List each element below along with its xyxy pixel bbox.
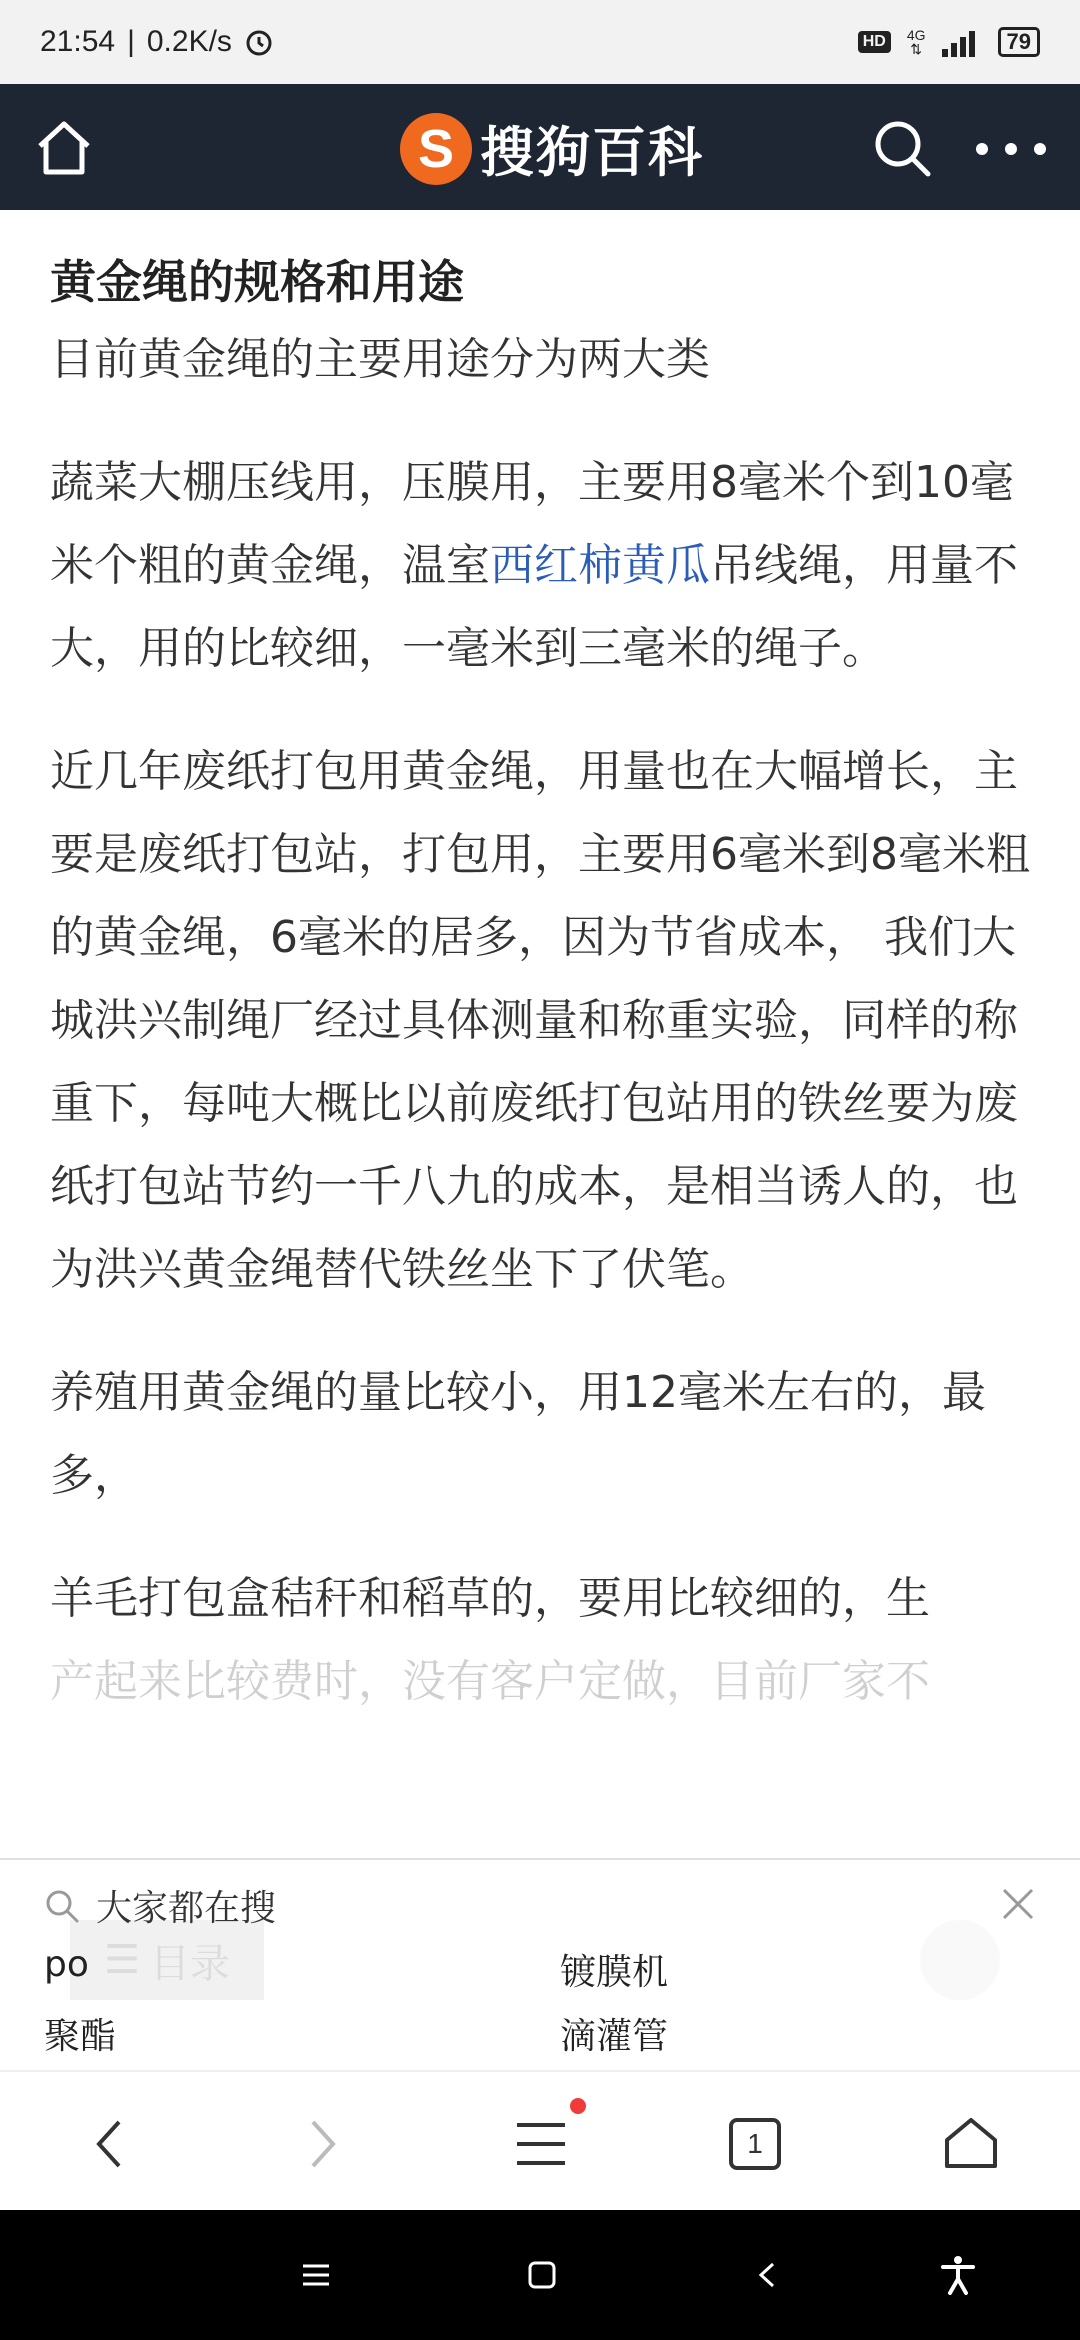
- paragraph-wastepaper: 近几年废纸打包用黄金绳，用量也在大幅增长，主要是废纸打包站，打包用，主要用6毫米到8毫米粗的黄金绳，6毫米的居多，因为节省成本， 我们大城洪兴制绳厂经过具体测量和称重实验，同样的称重下，每吨大概比以前废纸打包站用的铁丝要为废纸打包站节约一千八九的成本，是相当诱人的，也为洪兴黄金绳替代铁丝坐下了伏笔。: [50, 746, 1030, 1295]
- hd-badge: HD: [858, 31, 891, 53]
- section-title: 黄金绳的规格和用途: [50, 255, 464, 309]
- menu-icon: [513, 2119, 569, 2169]
- article-content: [0, 210, 1080, 1723]
- notification-dot: [570, 2098, 586, 2114]
- close-button[interactable]: [998, 1884, 1038, 1924]
- system-home-button[interactable]: [522, 2255, 562, 2295]
- chevron-left-icon: [753, 2260, 783, 2290]
- status-time: 21:54: [40, 25, 116, 58]
- logo-text: 搜狗百科: [480, 121, 704, 184]
- home-button[interactable]: [32, 116, 96, 180]
- alarm-icon: [244, 27, 274, 57]
- square-icon: [527, 2260, 557, 2290]
- chevron-right-icon: [303, 2114, 343, 2174]
- accessibility-button[interactable]: [938, 2255, 978, 2295]
- back-button[interactable]: [74, 2112, 144, 2176]
- suggestion-item[interactable]: 滴灌管: [560, 2016, 669, 2057]
- search-icon: [44, 1888, 80, 1924]
- suggestion-item[interactable]: 镀膜机: [560, 1952, 669, 1993]
- suggestion-item[interactable]: po: [44, 1944, 89, 1985]
- more-dots-icon: [1005, 143, 1017, 155]
- tabs-icon: 1: [729, 2118, 781, 2170]
- browser-bottom-nav: [0, 2070, 1080, 2210]
- tabs-button[interactable]: [720, 2112, 790, 2176]
- sogou-baike-logo[interactable]: [400, 110, 704, 187]
- forward-button[interactable]: [288, 2112, 358, 2176]
- signal-icon: [942, 27, 982, 57]
- paragraph-greenhouse: [50, 441, 1030, 690]
- menu-button[interactable]: [506, 2112, 576, 2176]
- search-icon: [870, 116, 934, 180]
- close-icon: [998, 1884, 1038, 1924]
- logo-mark: S: [400, 113, 472, 185]
- search-button[interactable]: [870, 116, 934, 180]
- paragraph-text: 蔬菜大棚压线用，压膜用，主要用8毫米个到10毫米个粗的黄金绳，温室: [50, 457, 1014, 591]
- home-nav-button[interactable]: [936, 2112, 1006, 2176]
- status-right: [858, 27, 1040, 57]
- status-bar: [0, 0, 1080, 84]
- data-arrows-icon: ⇅: [910, 41, 923, 57]
- trending-search-panel: [0, 1858, 1080, 2070]
- chevron-left-icon: [89, 2114, 129, 2174]
- accessibility-icon: [940, 2255, 976, 2295]
- system-nav-bar: [0, 2210, 1080, 2340]
- system-back-button[interactable]: [748, 2255, 788, 2295]
- trending-heading: [44, 1880, 276, 1931]
- section-subtitle: 目前黄金绳的主要用途分为两大类: [50, 334, 710, 385]
- suggestion-item[interactable]: 聚酯: [44, 2016, 117, 2057]
- link-tomato-cucumber[interactable]: 西红柿黄瓜: [490, 540, 710, 591]
- home-outline-icon: [941, 2116, 1001, 2172]
- menu-icon: [301, 2260, 331, 2290]
- list-icon: ☰: [104, 1937, 140, 1983]
- toc-button[interactable]: [70, 1920, 264, 2000]
- paragraph-wool: [50, 1557, 1030, 1723]
- trending-heading-label: 大家都在搜: [96, 1888, 277, 1929]
- battery-indicator: 79: [998, 27, 1040, 57]
- network-speed: 0.2K/s: [146, 25, 232, 58]
- network-type-label: 4G: [906, 27, 926, 43]
- recent-apps-button[interactable]: [296, 2255, 336, 2295]
- more-button[interactable]: [976, 124, 1046, 174]
- toc-label: 目录: [149, 1940, 230, 1987]
- network-type: [907, 28, 926, 56]
- paragraph-text: 产起来比较费时，没有客户定做，目前厂家不: [50, 1656, 930, 1707]
- status-left: [40, 25, 274, 59]
- home-icon: [32, 116, 96, 180]
- paragraph-breeding: 养殖用黄金绳的量比较小，用12毫米左右的，最多，: [50, 1367, 986, 1501]
- app-header: [0, 84, 1080, 210]
- edit-icon[interactable]: [920, 1920, 1000, 2000]
- more-dots-icon: [1034, 143, 1046, 155]
- paragraph-text: 羊毛打包盒秸秆和稻草的，要用比较细的，生: [50, 1573, 930, 1624]
- more-dots-icon: [976, 143, 988, 155]
- paragraph-text: 吊线绳，用量不大，用的比较细，一毫米到三毫米的绳子。: [50, 540, 1018, 674]
- status-separator: |: [127, 25, 135, 58]
